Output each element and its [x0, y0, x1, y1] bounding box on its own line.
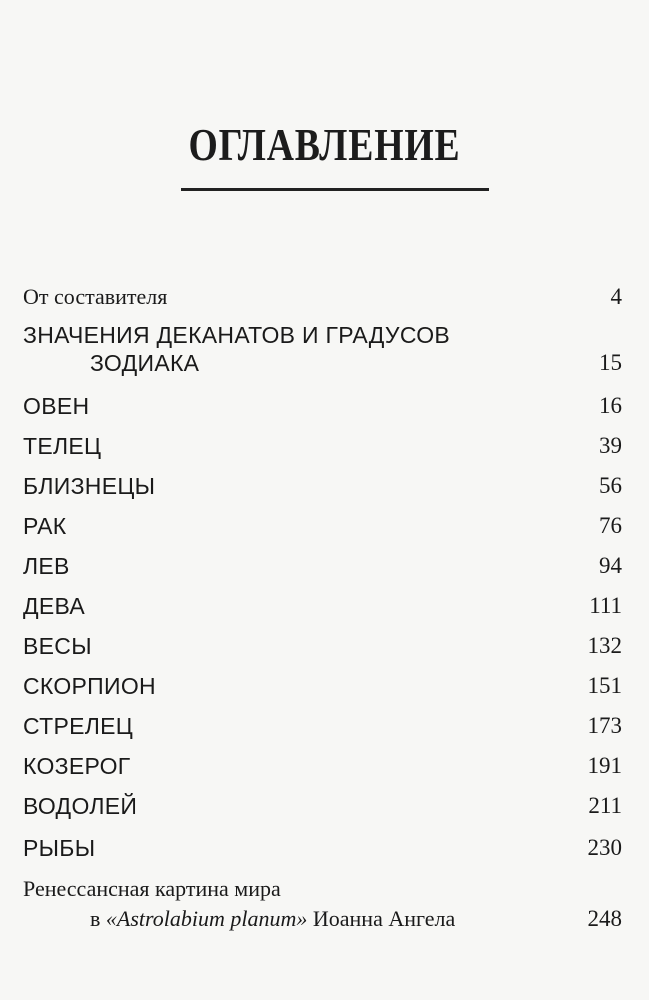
toc-entry-page: 56: [599, 473, 622, 498]
toc-entry-title-prefix: в: [90, 906, 106, 931]
toc-entry-title: РАК: [23, 513, 67, 539]
toc-entry-page: 173: [587, 713, 622, 738]
toc-entry-title-line1: Ренессансная картина мира: [23, 876, 281, 901]
toc-entry-title: БЛИЗНЕЦЫ: [23, 473, 156, 499]
toc-entry-page: 39: [599, 433, 622, 458]
title-underline: [181, 188, 489, 191]
page-title: ОГЛАВЛЕНИЕ: [188, 119, 461, 170]
toc-entry-page: 94: [599, 553, 622, 578]
toc-entry-page: 191: [587, 753, 622, 778]
toc-entry-title: ЛЕВ: [23, 553, 70, 579]
toc-entry-title: СТРЕЛЕЦ: [23, 713, 134, 739]
toc-entry-page: 111: [589, 593, 622, 618]
toc-entry-page: 211: [588, 793, 622, 818]
toc-entry-page: 16: [599, 393, 622, 418]
toc-entry-title: ТЕЛЕЦ: [23, 433, 102, 459]
toc-entry-title-line2: [90, 906, 455, 932]
toc-entry-title: СКОРПИОН: [23, 673, 156, 699]
toc-entry-page: 151: [587, 673, 622, 698]
toc-entry-title: РЫБЫ: [23, 835, 96, 861]
toc-entry-title-suffix: Иоанна Ангела: [307, 906, 456, 931]
toc-entry-title-line2: ЗОДИАКА: [90, 350, 200, 376]
toc-entry-title: ОВЕН: [23, 393, 90, 419]
toc-entry-page: 4: [610, 284, 622, 309]
toc-entry-page: 76: [599, 513, 622, 538]
toc-entry-page: 230: [587, 835, 622, 860]
toc-entry-page: 132: [587, 633, 622, 658]
toc-entry-title: От составителя: [23, 284, 168, 309]
toc-entry-page: 15: [599, 350, 622, 375]
toc-entry-title: ВЕСЫ: [23, 633, 92, 659]
toc-entry-title: ДЕВА: [23, 593, 86, 619]
toc-entry-title-italic: «Astrolabium planum»: [105, 906, 308, 931]
toc-entry-title-line1: ЗНАЧЕНИЯ ДЕКАНАТОВ И ГРАДУСОВ: [23, 322, 451, 348]
toc-entry-page: 248: [587, 906, 622, 931]
toc-entry-title: ВОДОЛЕЙ: [23, 793, 138, 819]
toc-entry-title: КОЗЕРОГ: [23, 753, 131, 779]
